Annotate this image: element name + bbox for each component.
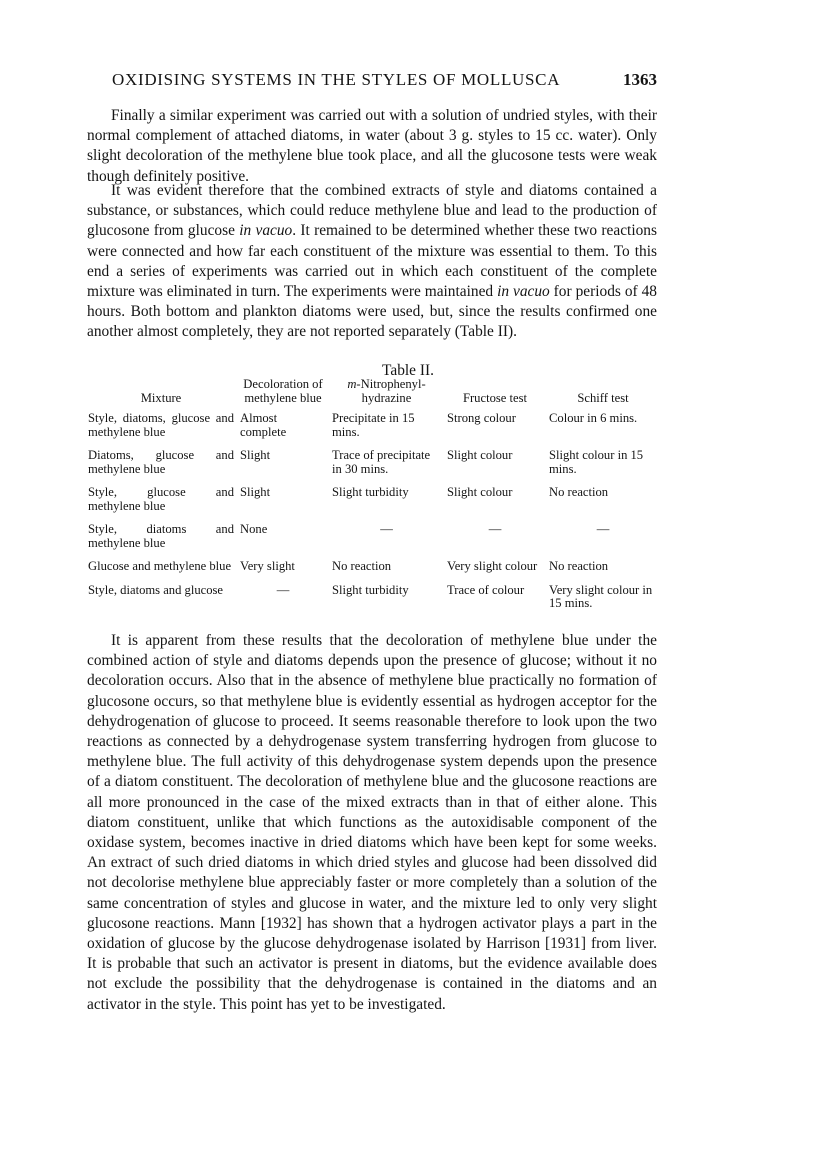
- paragraph-2-text-a: It was evident therefore that the combined extracts of style and diatoms contained a substance, or substances, which could reduce methylene blue and lead to the production of glucosone from glucose: [87, 182, 657, 240]
- paragraph-2-italic-2: in vacuo: [497, 283, 550, 301]
- paragraph-1: [87, 106, 657, 187]
- cell-nitro: [329, 523, 444, 560]
- cell-schiff: Very slight colour in 15 mins.: [549, 582, 653, 610]
- table-row: [85, 560, 660, 584]
- paragraph-1-text: Finally a similar experiment was carried out with a solution of undried styles, with their normal complement of attached diatoms, in water (about 3 g. styles to 15 cc. water). Only slight decoloration of the methylene blue took place, and all the glucosone tests were weak though definitely positive.: [87, 107, 657, 185]
- header-nitro-italic: m: [347, 377, 357, 391]
- cell-fructose: Trace of colour: [447, 582, 525, 597]
- cell-schiff: Colour in 6 mins.: [549, 411, 638, 425]
- cell-decoloration: Slight: [240, 448, 271, 462]
- running-title: OXIDISING SYSTEMS IN THE STYLES OF MOLLUSCA: [112, 70, 561, 89]
- cell-mixture: Style, diatoms and methylene blue: [88, 522, 234, 550]
- page-number: 1363: [623, 70, 657, 89]
- cell-nitro: Trace of precipitate in 30 mins.: [332, 448, 431, 476]
- results-table: [85, 378, 660, 621]
- header-schiff: Schiff test: [577, 390, 629, 405]
- table-caption: Table II.: [382, 362, 434, 379]
- table-header-row: [85, 378, 660, 412]
- dash-fructose: —: [488, 522, 502, 536]
- paragraph-3-text: It is apparent from these results that the decoloration of methylene blue under the combined action of style and diatoms depends upon the presence of glucose; without it no decoloration occurs. Also that in the absence of methylene blue practically no formation of glucosone occurs, so that methylene blue is evidently essential as hydrogen acceptor for the dehydrogenation of glucose to proceed. It seems reasonable therefore to look upon the two reactions as connected by a dehydrogenase system transferring hydrogen from glucose to methylene blue. The full activity of this dehydrogenase system depends upon the presence of a diatom constituent. The decoloration of methylene blue and the glucosone reactions are all more pronounced in the case of the mixed extracts than in that of either alone. This diatom constituent, unlike that which functions as the autoxidisable component of the oxidase system, becomes inactive in dried diatoms which have been kept for some weeks. An extract of such dried diatoms in which dried styles and glucose had been dissolved did not decolorise methylene blue appreciably faster or more completely than a solution of the same concentration of styles and glucose in water, and the mixture led to only very slight glucosone reactions. Mann [1932] has shown that a hydrogen activator plays a part in the oxidation of glucose by the glucose dehydrogenase isolated by Harrison [1931] from liver. It is probable that such an activator is present in diatoms, but the evidence available does not exclude the possibility that the dehydrogenase is contained in the diatoms and an activator in the style. This point has yet to be investigated.: [87, 632, 657, 1013]
- table-row: [85, 523, 660, 560]
- cell-nitro: Precipitate in 15 mins.: [332, 411, 415, 439]
- cell-decoloration: Slight: [240, 485, 271, 499]
- dash-decoloration: —: [276, 582, 290, 597]
- page-header: [112, 70, 657, 96]
- cell-nitro: Slight turbidity: [332, 485, 409, 499]
- header-nitro-rest: -Nitrophenyl-hydrazine: [356, 377, 426, 405]
- cell-fructose: Slight colour: [447, 485, 513, 499]
- paragraph-3: [87, 631, 657, 1015]
- cell-decoloration: [237, 584, 329, 621]
- header-mixture: Mixture: [140, 390, 182, 405]
- cell-schiff: Slight colour in 15 mins.: [549, 448, 644, 476]
- paragraph-2-text-b: . It remained to be determined whether these two reactions were connected and how far each constituent of the mixture was essential to them. To this end a series of experiments was carried out in which each constituent of the complete mixture was eliminated in turn. The experiments were maintained: [87, 222, 657, 301]
- cell-mixture: Glucose and methylene blue: [88, 559, 232, 573]
- table-row: [85, 449, 660, 486]
- cell-nitro: Slight turbidity: [332, 582, 409, 597]
- cell-decoloration: Very slight: [240, 559, 295, 573]
- table-row: [85, 486, 660, 523]
- paragraph-2-italic-1: in vacuo: [239, 222, 293, 240]
- header-decoloration: Decoloration of methylene blue: [243, 377, 323, 405]
- cell-mixture: Diatoms, glucose and methylene blue: [88, 448, 234, 476]
- cell-schiff: [546, 523, 660, 560]
- header-fructose: Fructose test: [462, 390, 527, 405]
- cell-decoloration: None: [240, 522, 268, 536]
- table-row: [85, 584, 660, 621]
- cell-schiff: No reaction: [549, 559, 609, 573]
- cell-decoloration: Almost complete: [240, 411, 287, 439]
- cell-mixture: Style, diatoms, glucose and methylene blue: [88, 411, 234, 439]
- cell-schiff: No reaction: [549, 485, 609, 499]
- cell-fructose: Very slight colour: [447, 559, 538, 573]
- table-row: [85, 412, 660, 449]
- cell-fructose: [444, 523, 546, 560]
- cell-fructose: Slight colour: [447, 448, 513, 462]
- dash-schiff: —: [596, 522, 610, 536]
- header-nitrophenylhydrazine: [329, 378, 444, 412]
- paragraph-2: [87, 181, 657, 343]
- paragraph-2-text-c: for periods of 48 hours. Both bottom and plankton diatoms were used, but, since the results confirmed one another almost completely, they are not reported separately (Table II).: [87, 283, 657, 341]
- cell-mixture: Style, glucose and methylene blue: [88, 485, 234, 513]
- cell-nitro: No reaction: [332, 559, 392, 573]
- dash-nitro: —: [380, 522, 393, 536]
- cell-fructose: Strong colour: [447, 411, 516, 425]
- cell-mixture: Style, diatoms and glucose: [88, 582, 224, 597]
